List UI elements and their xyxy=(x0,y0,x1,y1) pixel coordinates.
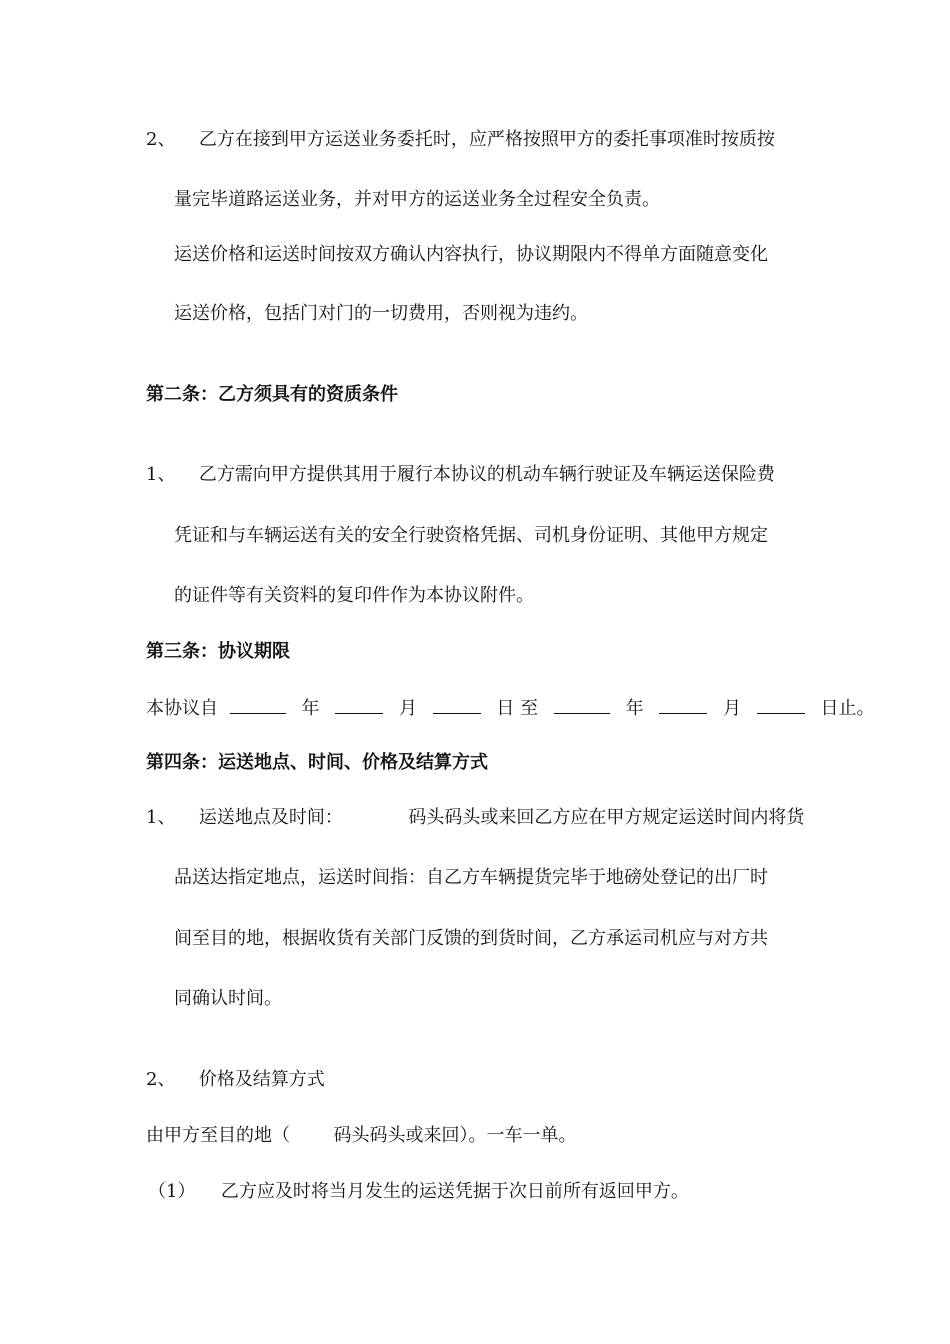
route-prefix: 由甲方至目的地（ xyxy=(146,1125,290,1146)
article-4-item-2 xyxy=(146,1068,325,1092)
route-line xyxy=(146,1124,576,1148)
end-month-blank[interactable] xyxy=(659,695,707,714)
start-year-blank[interactable] xyxy=(230,695,286,714)
year-label: 年 xyxy=(301,698,320,719)
paragraph-line: 品送达指定地点，运送时间指：自乙方车辆提货完毕于地磅处登记的出厂时 xyxy=(174,867,768,888)
item-label: 运送地点及时间： xyxy=(198,807,343,828)
end-day-blank[interactable] xyxy=(757,695,805,714)
end-label: 日止。 xyxy=(820,698,875,719)
year-label: 年 xyxy=(625,698,644,719)
paragraph-text: 乙方需向甲方提供其用于履行本协议的机动车辆行驶证及车辆运送保险费 xyxy=(198,464,775,485)
paragraph-line: 运送价格和运送时间按双方确认内容执行，协议期限内不得单方面随意变化 xyxy=(174,244,768,265)
month-label: 月 xyxy=(398,698,417,719)
item-label: 价格及结算方式 xyxy=(198,1069,325,1090)
paragraph-text: 码头码头或来回乙方应在甲方规定运送时间内将货 xyxy=(408,807,805,828)
article-2-item-1-line-1 xyxy=(146,463,775,487)
sub-item-1 xyxy=(148,1180,689,1204)
item-number: 1、 xyxy=(146,464,176,485)
article-3-heading: 第三条：协议期限 xyxy=(146,641,290,662)
item-number: 2、 xyxy=(146,1069,176,1090)
paragraph-text: 乙方应及时将当月发生的运送凭据于次日前所有返回甲方。 xyxy=(220,1181,689,1202)
clause-item-2-line-1 xyxy=(146,128,775,152)
end-year-blank[interactable] xyxy=(554,695,610,714)
paragraph-text: 乙方在接到甲方运送业务委托时，应严格按照甲方的委托事项准时按质按 xyxy=(198,129,775,150)
start-day-blank[interactable] xyxy=(433,695,481,714)
paragraph-line: 同确认时间。 xyxy=(174,988,282,1009)
article-2-heading: 第二条：乙方须具有的资质条件 xyxy=(146,384,398,405)
term-prefix: 本协议自 xyxy=(146,698,218,719)
day-to-label: 日 至 xyxy=(496,698,539,719)
paragraph-line: 凭证和与车辆运送有关的安全行驶资格凭据、司机身份证明、其他甲方规定 xyxy=(174,525,768,546)
start-month-blank[interactable] xyxy=(335,695,383,714)
paragraph-line: 量完毕道路运送业务，并对甲方的运送业务全过程安全负责。 xyxy=(174,189,660,210)
paragraph-line: 的证件等有关资料的复印件作为本协议附件。 xyxy=(174,585,534,606)
item-number: 1、 xyxy=(146,807,176,828)
paragraph-line: 间至目的地，根据收货有关部门反馈的到货时间，乙方承运司机应与对方共 xyxy=(174,928,768,949)
agreement-term-line xyxy=(146,695,875,721)
month-label: 月 xyxy=(723,698,742,719)
sub-item-number: （1） xyxy=(148,1181,196,1202)
paragraph-line: 运送价格，包括门对门的一切费用，否则视为违约。 xyxy=(174,303,588,324)
route-text: 码头码头或来回）。一车一单。 xyxy=(333,1125,577,1146)
item-number: 2、 xyxy=(146,129,176,150)
article-4-heading: 第四条：运送地点、时间、价格及结算方式 xyxy=(146,752,488,773)
article-4-item-1-line-1 xyxy=(146,806,804,830)
